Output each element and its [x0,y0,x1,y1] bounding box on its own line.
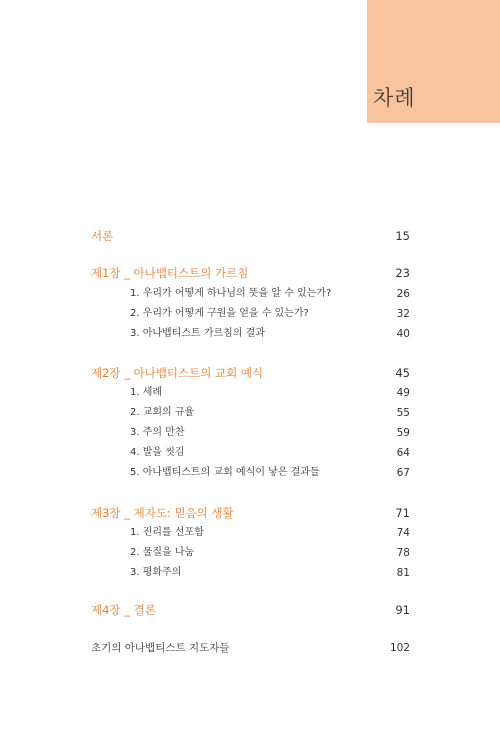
toc-page-number: 91 [395,603,410,617]
toc-page-number: 59 [396,427,410,439]
toc-label: 1. 우리가 어떻게 하나님의 뜻을 알 수 있는가? [130,288,332,299]
toc-entry-chapter-2-section-2[interactable] [0,405,500,421]
toc-page-number: 81 [396,567,410,579]
toc-page-number: 23 [395,266,410,280]
toc-label: 4. 발을 씻김 [130,447,185,458]
toc-page-number: 32 [396,308,410,320]
toc-entry-chapter-1-section-1[interactable] [0,286,500,302]
toc-entry-chapter-2-section-4[interactable] [0,445,500,461]
toc-page-number: 26 [396,288,410,300]
toc-entry-chapter-3-section-2[interactable] [0,545,500,561]
toc-entry-chapter-3[interactable] [0,505,500,521]
toc-entry-early-leaders[interactable] [0,640,500,656]
toc-label: 3. 주의 만찬 [130,427,185,438]
toc-label: 2. 물질을 나눔 [130,547,195,558]
toc-entry-chapter-2-section-3[interactable] [0,425,500,441]
toc-label: 1. 세례 [130,387,163,398]
toc-entry-chapter-3-section-1[interactable] [0,525,500,541]
toc-entry-intro[interactable] [0,228,500,244]
toc-entry-chapter-4[interactable] [0,602,500,618]
toc-entry-chapter-1[interactable] [0,265,500,281]
toc-page-number: 71 [395,506,410,520]
toc-page-number: 49 [396,387,410,399]
toc-entry-chapter-2[interactable] [0,365,500,381]
toc-label: 서론 [91,229,114,243]
toc-label: 2. 우리가 어떻게 구원을 얻을 수 있는가? [130,308,309,319]
toc-label: 2. 교회의 규율 [130,407,195,418]
toc-label: 초기의 아나뱁티스트 지도자들 [91,642,230,654]
toc-entry-chapter-1-section-3[interactable] [0,326,500,342]
page-title: 차례 [373,86,416,110]
toc-page-number: 67 [396,467,410,479]
toc-label: 3. 평화주의 [130,567,182,578]
toc-label: 3. 아나뱁티스트 가르침의 결과 [130,328,265,339]
toc-entry-chapter-1-section-2[interactable] [0,306,500,322]
toc-page-number: 55 [396,407,410,419]
toc-label: 1. 진리를 선포함 [130,527,204,538]
toc-entry-chapter-2-section-1[interactable] [0,385,500,401]
toc-entry-chapter-2-section-5[interactable] [0,465,500,481]
toc-label: 제3장 _ 제자도: 믿음의 생활 [91,506,234,520]
toc-label: 5. 아나뱁티스트의 교회 예식이 낳은 결과들 [130,467,320,478]
toc-page-number: 15 [395,229,410,243]
toc-page-number: 74 [396,527,410,539]
toc-label: 제1장 _ 아나뱁티스트의 가르침 [91,266,249,280]
toc-label: 제2장 _ 아나뱁티스트의 교회 예식 [91,366,264,380]
toc-page-number: 102 [389,642,410,654]
toc-label: 제4장 _ 결론 [91,603,156,617]
toc-page-number: 45 [395,366,410,380]
toc-page-number: 40 [396,328,410,340]
toc-entry-chapter-3-section-3[interactable] [0,565,500,581]
toc-page-number: 78 [396,547,410,559]
toc-page-number: 64 [396,447,410,459]
